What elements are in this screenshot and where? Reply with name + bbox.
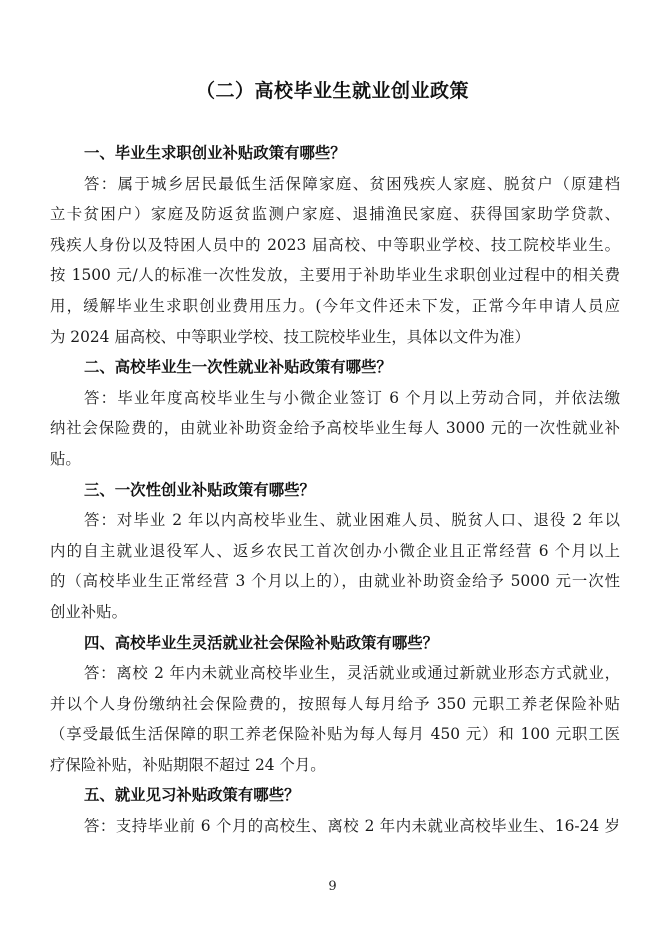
question-heading: 二、高校毕业生一次性就业补贴政策有哪些？ [84, 358, 392, 377]
question-heading: 三、一次性创业补贴政策有哪些？ [84, 480, 315, 499]
answer-first-line: 答：对毕业 2 年以内高校毕业生、就业困难人员、脱贫人口、退役 2 年以 [84, 511, 620, 530]
question-heading: 一、毕业生求职创业补贴政策有哪些？ [84, 144, 346, 162]
answer-last-line: 为 2024 届高校、中等职业学校、技工院校毕业生，具体以文件为准） [50, 327, 530, 346]
answer-first-line: 答：属于城乡居民最低生活保障家庭、贫困残疾人家庭、脱贫户（原建档 [84, 174, 620, 193]
page-number: 9 [328, 879, 337, 894]
answer-line: 内的自主就业退役军人、返乡农民工首次创办小微企业且正常经营 6 个月以上 [50, 541, 620, 560]
answer-line: 纳社会保险费的，由就业补助资金给予高校毕业生每人 3000 元的一次性就业补 [50, 419, 620, 438]
answer-line: 并以个人身份缴纳社会保险费的，按照每人每月给予 350 元职工养老保险补贴 [50, 694, 620, 713]
question-heading: 四、高校毕业生灵活就业社会保险补贴政策有哪些？ [84, 633, 438, 652]
body-text [50, 138, 620, 842]
answer-line: 的（高校毕业生正常经营 3 个月以上的），由就业补助资金给予 5000 元一次性 [50, 572, 620, 591]
answer-last-line: 创业补贴。 [50, 602, 127, 621]
question-heading: 五、就业见习补贴政策有哪些？ [84, 786, 300, 805]
section-title: （二）高校毕业生就业创业政策 [195, 80, 469, 102]
answer-first-line: 答：离校 2 年内未就业高校毕业生，灵活就业或通过新就业形态方式就业， [84, 664, 620, 683]
answer-last-line: 疗保险补贴，补贴期限不超过 24 个月。 [50, 755, 326, 774]
answer-line: 残疾人身份以及特困人员中的 2023 届高校、中等职业学校、技工院校毕业生。 [50, 235, 620, 254]
answer-line: （享受最低生活保障的职工养老保险补贴为每人每月 450 元）和 100 元职工医 [50, 725, 620, 744]
answer-first-line: 答：支持毕业前 6 个月的高校生、离校 2 年内未就业高校毕业生、16-24 岁 [84, 817, 620, 836]
answer-line: 按 1500 元/人的标准一次性发放，主要用于补助毕业生求职创业过程中的相关费 [50, 266, 620, 285]
answer-last-line: 贴。 [50, 449, 81, 468]
answer-line: 用，缓解毕业生求职创业费用压力。(今年文件还未下发，正常今年申请人员应 [50, 296, 620, 315]
answer-first-line: 答：毕业年度高校毕业生与小微企业签订 6 个月以上劳动合同，并依法缴 [84, 388, 620, 407]
answer-line: 立卡贫困户）家庭及防返贫监测户家庭、退捕渔民家庭、获得国家助学贷款、 [50, 205, 620, 224]
